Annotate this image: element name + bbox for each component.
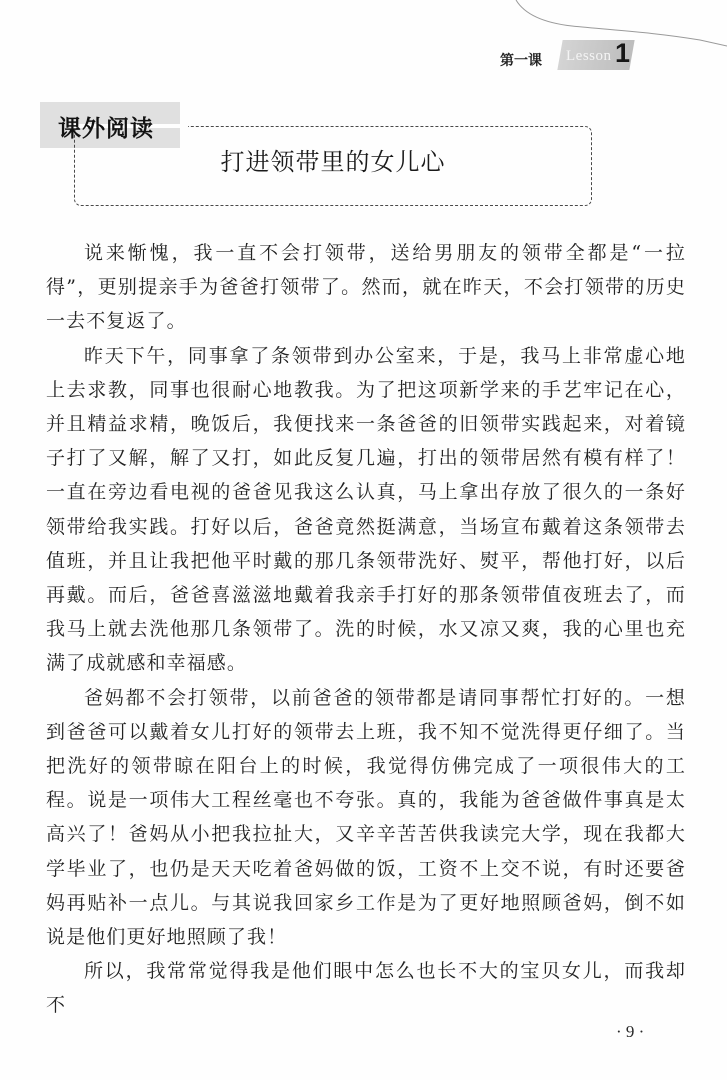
article-title: 打进领带里的女儿心 <box>220 148 446 176</box>
paragraph-3: 爸妈都不会打领带，以前爸爸的领带都是请同事帮忙打好的。一想到爸爸可以戴着女儿打好的领带去上班，我不知不觉洗得更仔细了。当把洗好的领带晾在阳台上的时候，我觉得仿佛完成了一项很伟大的工程。说是一项伟大工程丝毫也不夸张。真的，我能为爸爸做件事真是太高兴了！爸妈从小把我拉扯大，又辛辛苦苦供我读完大学，现在我都大学毕业了，也仍是天天吃着爸妈做的饭，工资不上交不说，有时还要爸妈再贴补一点儿。与其说我回家乡工作是为了更好地照顾爸妈，倒不如说是他们更好地照顾了我！ <box>46 686 686 949</box>
paragraph-1: 说来惭愧，我一直不会打领带，送给男朋友的领带全都是“一拉得”，更别提亲手为爸爸打领带了。然而，就在昨天，不会打领带的历史一去不复返了。 <box>46 242 686 333</box>
lesson-chinese-label: 第一课 <box>500 53 542 69</box>
section-label: 课外阅读 <box>58 116 154 142</box>
paragraph-4: 所以，我常常觉得我是他们眼中怎么也长不大的宝贝女儿，而我却不 <box>46 960 686 1017</box>
lesson-english-label: Lesson <box>566 48 612 64</box>
paragraph-2: 昨天下午，同事拿了条领带到办公室来，于是，我马上非常虚心地上去求教，同事也很耐心地教我。为了把这项新学来的手艺牢记在心，并且精益求精，晚饭后，我便找来一条爸爸的旧领带实践起来，对着镜子打了又解，解了又打，如此反复几遍，打出的领带居然有模有样了！一直在旁边看电视的爸爸见我这么认真，马上拿出存放了很久的一条好领带给我实践。打好以后，爸爸竟然挺满意，当场宣布戴着这条领带去值班，并且让我把他平时戴的那几条领带洗好、熨平，帮他打好，以后再戴。而后，爸爸喜滋滋地戴着我亲手打好的那条领带值夜班去了，而我马上就去洗他那几条领带了。洗的时候，水又凉又爽，我的心里也充满了成就感和幸福感。 <box>46 344 686 675</box>
page-number: · 9 · <box>616 1022 645 1041</box>
lesson-number: 1 <box>615 38 631 68</box>
article-body <box>46 236 686 1023</box>
